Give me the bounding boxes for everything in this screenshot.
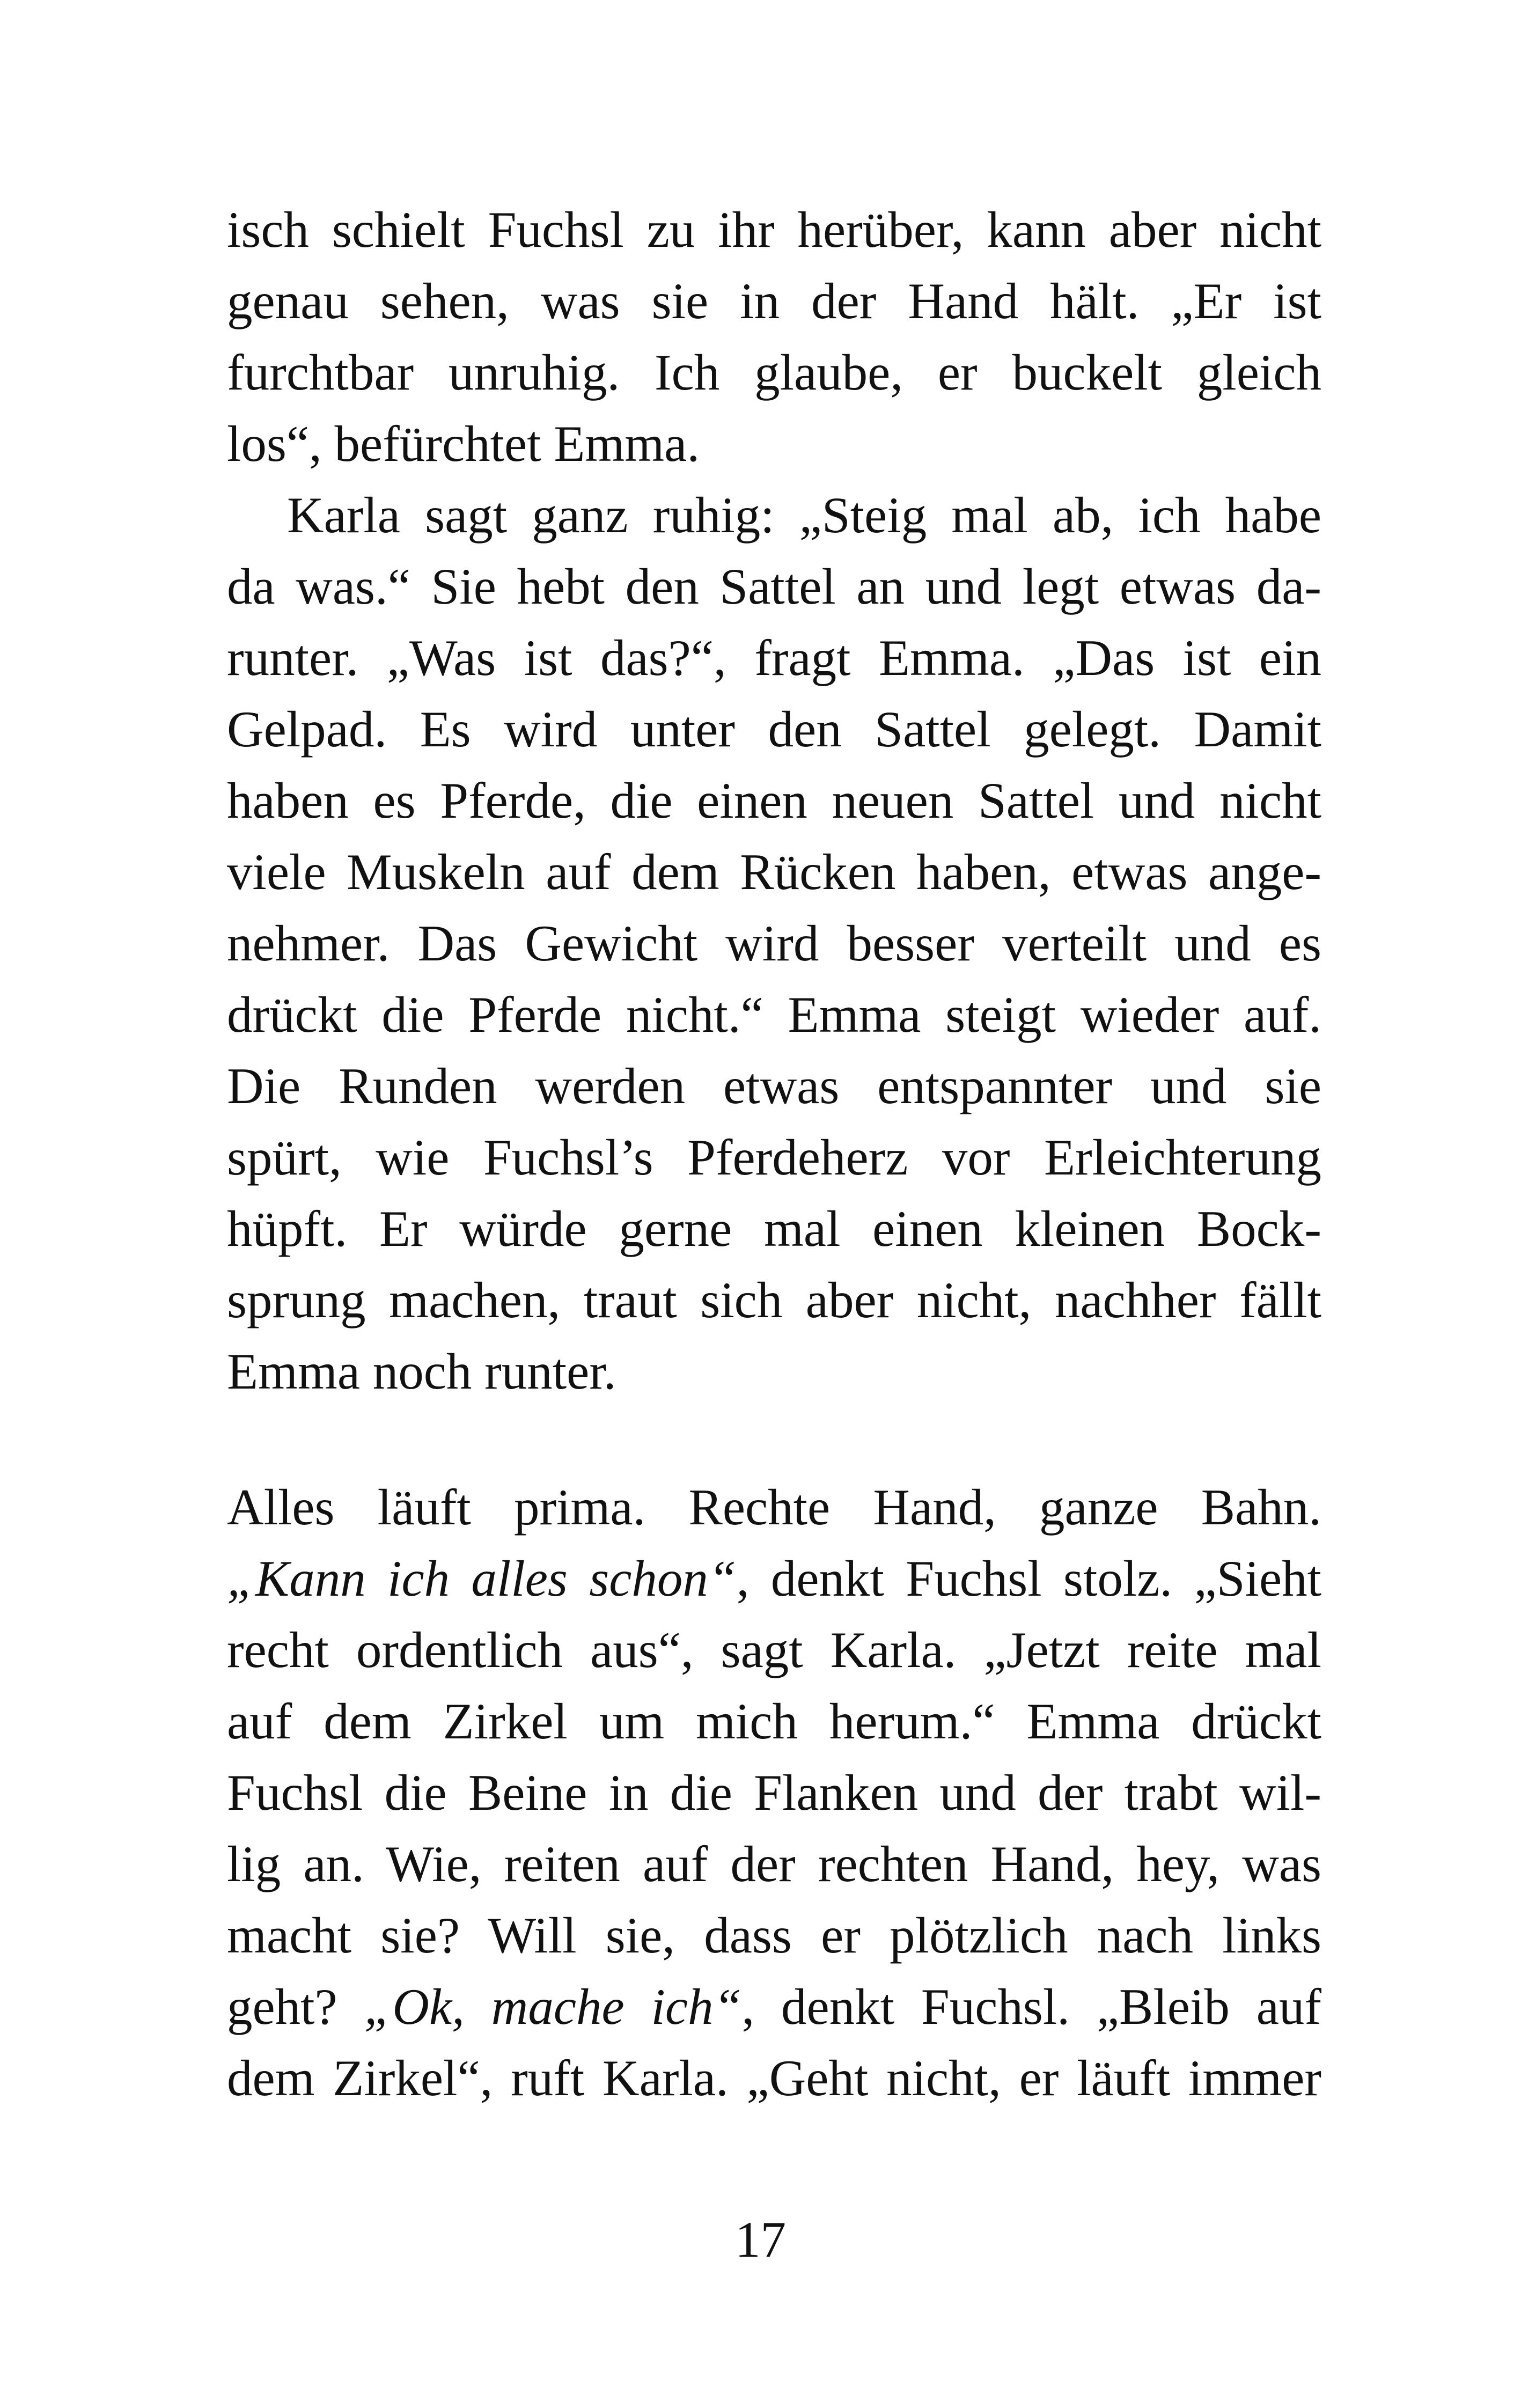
text-line: los“, befürchtet Emma. [227, 415, 700, 472]
text-line: spürt, wie Fuchsl’s Pferdeherz vor Erleichterung [227, 1129, 1321, 1186]
text-line: dem Zirkel“, ruft Karla. „Geht nicht, er läuft immer [227, 2050, 1321, 2106]
italic-thought: „Ok, mache ich“ [364, 1978, 742, 2035]
text-line: genau sehen, was sie in der Hand hält. „Er ist [227, 273, 1321, 329]
text-line: furchtbar unruhig. Ich glaube, er buckelt gleich [227, 344, 1321, 401]
text-line: viele Muskeln auf dem Rücken haben, etwas ange- [227, 843, 1321, 900]
text-line: auf dem Zirkel um mich herum.“ Emma drückt [227, 1693, 1321, 1750]
text-body-upper [227, 194, 1321, 1407]
text-fragment: , denkt Fuchsl. „Bleib auf [741, 1978, 1321, 2035]
text-body-lower [227, 1472, 1321, 2114]
text-line [227, 1971, 1321, 2043]
text-line [227, 1543, 1321, 1614]
text-line: haben es Pferde, die einen neuen Sattel und nicht [227, 772, 1321, 829]
text-line: sprung machen, traut sich aber nicht, nachher fällt [227, 1272, 1321, 1328]
text-line: Alles läuft prima. Rechte Hand, ganze Bahn. [227, 1479, 1321, 1536]
text-line: isch schielt Fuchsl zu ihr herüber, kann aber nicht [227, 201, 1321, 258]
text-fragment: , denkt Fuchsl stolz. „Sieht [736, 1550, 1321, 1607]
text-line: Fuchsl die Beine in die Flanken und der trabt wil- [227, 1764, 1321, 1821]
text-line: da was.“ Sie hebt den Sattel an und legt etwas da- [227, 558, 1321, 615]
text-line: recht ordentlich aus“, sagt Karla. „Jetzt reite mal [227, 1621, 1321, 1678]
text-line: Emma noch runter. [227, 1343, 616, 1400]
text-line: Karla sagt ganz ruhig: „Steig mal ab, ich habe [287, 487, 1321, 544]
italic-thought: „Kann ich alles schon“ [227, 1550, 737, 1607]
text-line: nehmer. Das Gewicht wird besser verteilt und es [227, 915, 1321, 972]
text-line: lig an. Wie, reiten auf der rechten Hand, hey, was [227, 1836, 1321, 1892]
page-number: 17 [735, 2211, 786, 2268]
text-line: macht sie? Will sie, dass er plötzlich nach links [227, 1907, 1321, 1964]
paragraph-1 [227, 194, 1321, 480]
text-line: runter. „Was ist das?“, fragt Emma. „Das ist ein [227, 629, 1321, 686]
paragraph-2 [227, 480, 1321, 1407]
text-line: hüpft. Er würde gerne mal einen kleinen Bock- [227, 1200, 1321, 1257]
text-line: Die Runden werden etwas entspannter und sie [227, 1058, 1321, 1114]
text-line: drückt die Pferde nicht.“ Emma steigt wieder auf. [227, 986, 1321, 1043]
text-line: Gelpad. Es wird unter den Sattel gelegt. Damit [227, 701, 1321, 758]
text-fragment: geht? [227, 1978, 364, 2035]
paragraph-3 [227, 1472, 1321, 2114]
